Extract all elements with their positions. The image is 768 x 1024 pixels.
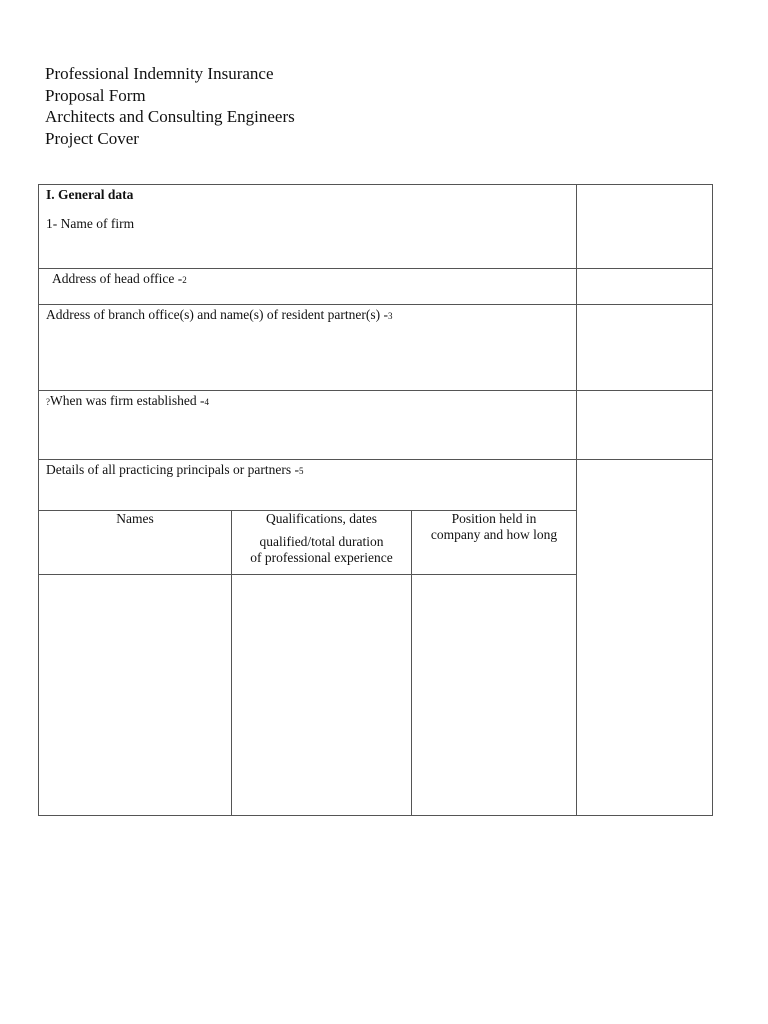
row-firm-established bbox=[39, 391, 713, 460]
title-line-2: Proposal Form bbox=[45, 85, 146, 105]
name-of-firm-label-cell bbox=[39, 185, 577, 269]
name-of-firm-answer[interactable] bbox=[577, 185, 713, 269]
column-header-position: Position held in company and how long bbox=[412, 511, 577, 575]
row-head-office bbox=[39, 269, 713, 305]
firm-established-answer[interactable] bbox=[577, 391, 713, 460]
name-of-firm-label: 1- Name of firm bbox=[46, 216, 135, 231]
position-entry-cell[interactable] bbox=[412, 575, 577, 816]
row-principals bbox=[39, 460, 713, 511]
firm-established-label-cell bbox=[39, 391, 577, 460]
qualifications-entry-cell[interactable] bbox=[232, 575, 412, 816]
firm-established-label: ?When was firm established -4 bbox=[46, 393, 209, 408]
branch-offices-label-cell bbox=[39, 305, 577, 391]
principals-label-cell bbox=[39, 460, 577, 511]
branch-offices-answer[interactable] bbox=[577, 305, 713, 391]
title-line-3: Architects and Consulting Engineers bbox=[45, 107, 295, 127]
branch-offices-label: Address of branch office(s) and name(s) of resident partner(s) -3 bbox=[46, 307, 393, 322]
head-office-answer[interactable] bbox=[577, 269, 713, 305]
title-line-4: Project Cover bbox=[45, 128, 139, 148]
title-line-1: Professional Indemnity Insurance bbox=[45, 64, 274, 83]
column-header-qualifications: Qualifications, dates qualified/total duration of professional experience bbox=[232, 511, 412, 575]
row-name-of-firm bbox=[39, 185, 713, 269]
principals-answer[interactable] bbox=[577, 460, 713, 816]
names-entry-cell[interactable] bbox=[39, 575, 232, 816]
row-branch-offices bbox=[39, 305, 713, 391]
document-title bbox=[45, 63, 295, 149]
head-office-label-cell bbox=[39, 269, 577, 305]
section-heading: I. General data bbox=[46, 187, 134, 202]
column-header-names: Names bbox=[39, 511, 232, 575]
proposal-form-table bbox=[38, 184, 713, 816]
head-office-label: Address of head office -2 bbox=[52, 271, 187, 286]
principals-label: Details of all practicing principals or partners -5 bbox=[46, 462, 304, 477]
